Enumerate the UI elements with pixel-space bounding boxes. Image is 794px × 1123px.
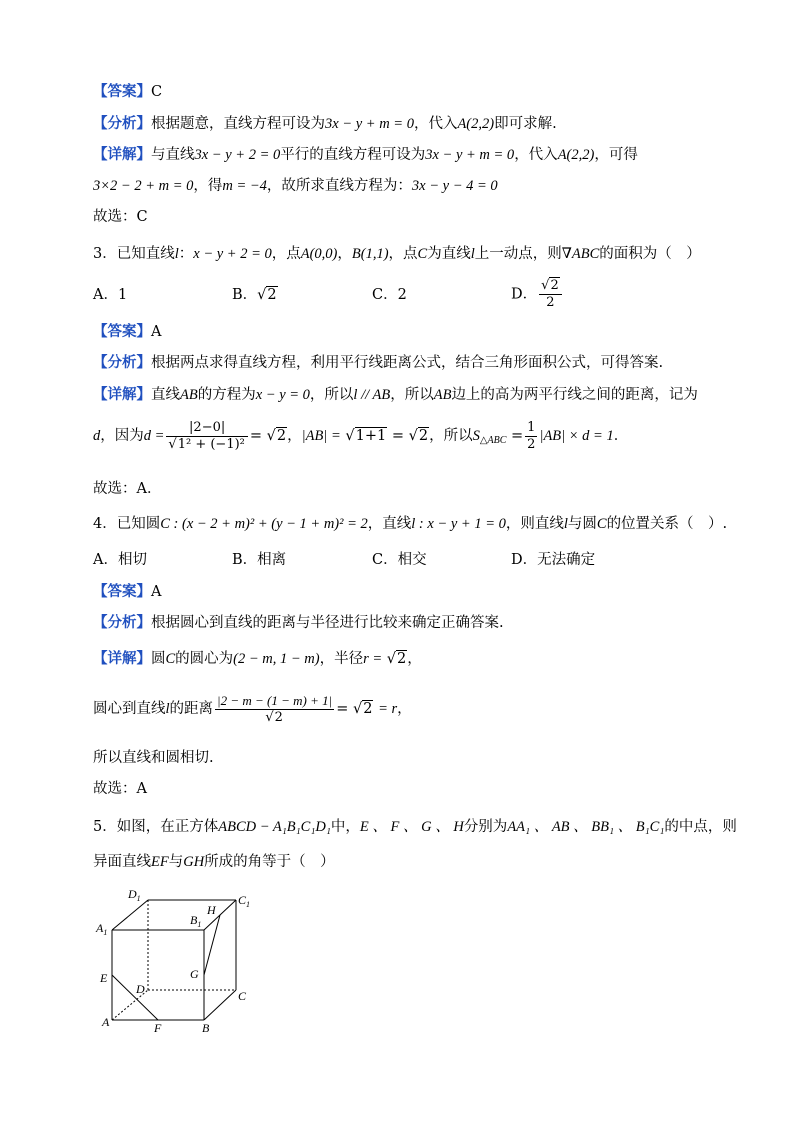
q4-option-b[interactable]: B．相离 — [232, 552, 287, 568]
q4-option-c[interactable]: C．相交 — [372, 552, 427, 568]
q4-distance: 圆心到直线l的距离 $\frac{|2 - m - (1 - m) + 1|}{√2}$ = √2 = r， — [93, 692, 412, 725]
segment-gh — [204, 915, 220, 975]
label-c1: $C_1$ — [238, 893, 251, 909]
segment-ef — [112, 975, 158, 1020]
label-b: B — [202, 1021, 210, 1035]
q4-detail: 【详解】圆C的圆心为(2 − m, 1 − m)，半径r = √2， — [93, 650, 422, 667]
label-d1: $D_1$ — [128, 887, 141, 903]
cube-figure — [90, 880, 270, 1040]
q2-detail-line2: 3×2 − 2 + m = 0，得m = −4，故所求直线方程为：3x − y − 4 = 0 — [93, 178, 498, 194]
q2-detail: 【详解】与直线3x − y + 2 = 0平行的直线方程可设为3x − y + m = 0，代入A(2,2)，可得 — [93, 146, 638, 163]
q4-option-a[interactable]: A．相切 — [93, 552, 147, 568]
q4-analysis: 【分析】根据圆心到直线的距离与半径进行比较来确定正确答案. — [93, 614, 504, 631]
q3-option-c[interactable]: C．2 — [372, 287, 407, 303]
q5-stem-line2: 异面直线EF与GH所成的角等于（ ） — [93, 854, 335, 870]
label-c: C — [238, 989, 247, 1003]
q5-stem: 5．如图，在正方体ABCD − A₁B₁C₁D₁中，E 、 F 、 G 、 H分别为AA₁ 、 AB 、 BB₁ 、 B₁C₁的中点，则 — [93, 819, 737, 835]
edge-bc — [204, 990, 236, 1020]
label-a: A — [102, 1015, 110, 1029]
q4-option-d[interactable]: D．无法确定 — [511, 552, 596, 568]
q3-option-d[interactable]: D． $\frac{√2}{2}$ — [511, 278, 564, 311]
q2-conclusion: 故选：C — [93, 209, 148, 225]
q4-answer: 【答案】A — [93, 583, 162, 600]
q3-conclusion: 故选：A． — [93, 481, 162, 497]
q3-analysis: 【分析】根据两点求得直线方程，利用平行线距离公式，结合三角形面积公式，可得答案. — [93, 354, 664, 371]
label-d: D — [136, 982, 145, 996]
q3-option-a[interactable]: A．1 — [93, 287, 128, 303]
label-a1: $A_1$ — [96, 921, 108, 937]
q4-tangent-note: 所以直线和圆相切. — [93, 750, 214, 766]
q3-option-b[interactable]: B．√2 — [232, 287, 277, 303]
edge-a1d1 — [112, 900, 148, 930]
q4-conclusion: 故选：A — [93, 781, 147, 797]
label-f: F — [154, 1021, 162, 1035]
q2-answer: 【答案】C — [93, 83, 163, 100]
q3-detail-formula: d，因为d = $\frac{|2-0|}{\text{√1² + (−1)²}}$ = √2，|AB| = √1+1 = √2，所以$S_{\triangle ABC}$ = $\frac{1}{2}$ |AB| × d = 1． — [93, 419, 629, 452]
q4-stem: 4．已知圆C : (x − 2 + m)² + (y − 1 + m)² = 2，直线l : x − y + 1 = 0，则直线l与圆C的位置关系（ ）. — [93, 516, 728, 532]
q3-stem: 3．已知直线l：x − y + 2 = 0，点A(0,0)，B(1,1)，点C为直线l上一动点，则∇ABC的面积为（ ） — [93, 246, 701, 262]
label-h: H — [207, 903, 216, 917]
q2-analysis: 【分析】根据题意，直线方程可设为3x − y + m = 0，代入A(2,2)即可求解. — [93, 115, 557, 132]
label-e: E — [100, 971, 108, 985]
q3-detail: 【详解】直线AB的方程为x − y = 0，所以l // AB，所以AB边上的高为两平行线之间的距离，记为 — [93, 386, 698, 403]
label-b1: $B_1$ — [190, 913, 202, 929]
q3-answer: 【答案】A — [93, 323, 162, 340]
label-g: G — [190, 967, 199, 981]
